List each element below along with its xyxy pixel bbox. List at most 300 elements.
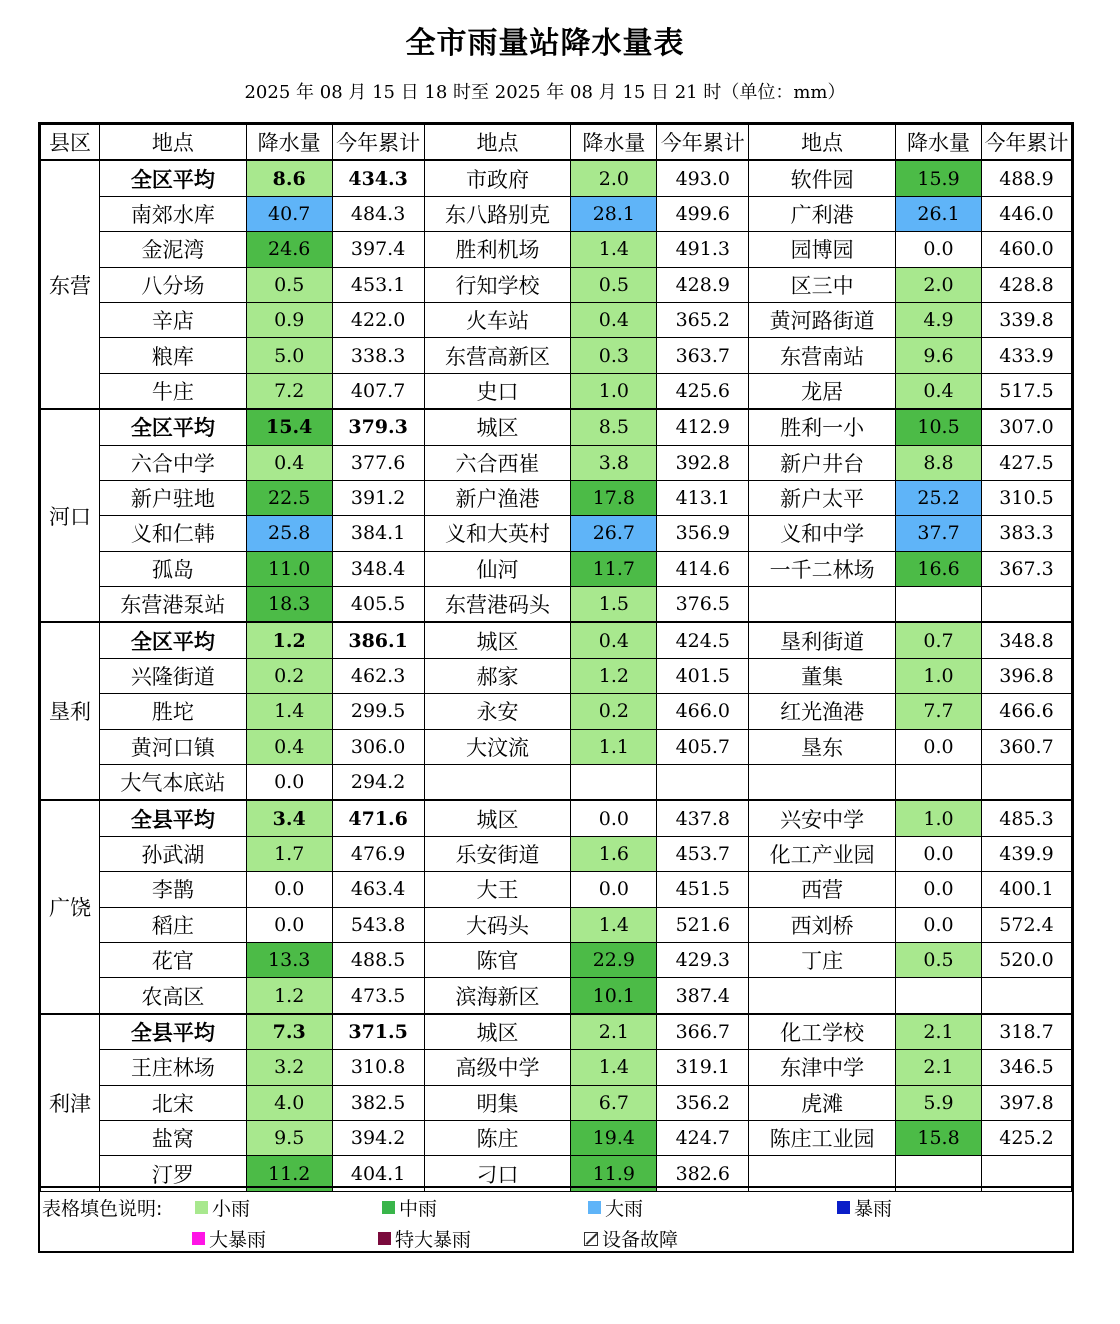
station-name: 一千二林场 bbox=[749, 551, 896, 586]
station-name: 城区 bbox=[424, 409, 571, 445]
station-name: 黄河路街道 bbox=[749, 302, 896, 337]
station-rainfall: 1.4 bbox=[571, 232, 657, 267]
station-ytd-total: 367.3 bbox=[981, 551, 1071, 586]
station-name: 新户太平 bbox=[749, 480, 896, 515]
station-name: 陈庄工业园 bbox=[749, 1120, 896, 1155]
station-name: 黄河口镇 bbox=[99, 729, 246, 764]
swatch-light-rain bbox=[195, 1201, 208, 1214]
station-ytd-total: 397.4 bbox=[332, 232, 424, 267]
station-name: 东营高新区 bbox=[424, 338, 571, 373]
station-name: 兴隆街道 bbox=[99, 658, 246, 693]
station-name: 汀罗 bbox=[99, 1156, 246, 1191]
station-rainfall: 28.1 bbox=[571, 196, 657, 231]
station-rainfall: 7.7 bbox=[896, 694, 982, 729]
station-ytd-total: 346.5 bbox=[981, 1050, 1071, 1085]
station-name: 东营南站 bbox=[749, 338, 896, 373]
station-rainfall: 1.2 bbox=[571, 658, 657, 693]
station-ytd-total bbox=[981, 765, 1071, 801]
rainfall-table-frame bbox=[38, 122, 1074, 1253]
station-name: 滨海新区 bbox=[424, 978, 571, 1014]
station-rainfall: 2.0 bbox=[896, 267, 982, 302]
station-ytd-total: 379.3 bbox=[332, 409, 424, 445]
legend-item-light-rain bbox=[195, 1194, 250, 1221]
station-ytd-total: 386.1 bbox=[332, 622, 424, 658]
station-name: 郝家 bbox=[424, 658, 571, 693]
station-name: 龙居 bbox=[749, 373, 896, 409]
station-ytd-total: 493.0 bbox=[657, 160, 749, 196]
station-name: 西刘桥 bbox=[749, 907, 896, 942]
county-name: 东营 bbox=[41, 160, 100, 409]
station-rainfall: 0.3 bbox=[571, 338, 657, 373]
legend-label: 表格填色说明: bbox=[42, 1198, 163, 1220]
county-name: 河口 bbox=[41, 409, 100, 622]
station-name: 义和仁韩 bbox=[99, 516, 246, 551]
station-rainfall: 0.9 bbox=[246, 302, 332, 337]
station-name: 全县平均 bbox=[99, 800, 246, 836]
station-rainfall: 0.4 bbox=[571, 302, 657, 337]
table-row bbox=[41, 480, 1072, 515]
station-ytd-total: 543.8 bbox=[332, 907, 424, 942]
station-name: 垦东 bbox=[749, 729, 896, 764]
station-ytd-total: 424.5 bbox=[657, 622, 749, 658]
table-row bbox=[41, 267, 1072, 302]
station-ytd-total: 471.6 bbox=[332, 800, 424, 836]
station-rainfall: 17.8 bbox=[571, 480, 657, 515]
station-name: 全区平均 bbox=[99, 409, 246, 445]
legend-item-rainstorm bbox=[837, 1194, 892, 1221]
station-ytd-total: 383.3 bbox=[981, 516, 1071, 551]
station-rainfall: 25.2 bbox=[896, 480, 982, 515]
station-rainfall: 0.2 bbox=[571, 694, 657, 729]
legend-text: 大暴雨 bbox=[209, 1229, 267, 1251]
header-county: 县区 bbox=[41, 125, 100, 161]
station-name: 区三中 bbox=[749, 267, 896, 302]
station-ytd-total: 488.9 bbox=[981, 160, 1071, 196]
station-name: 胜利机场 bbox=[424, 232, 571, 267]
station-rainfall: 15.4 bbox=[246, 409, 332, 445]
table-row bbox=[41, 729, 1072, 764]
station-rainfall: 0.2 bbox=[246, 658, 332, 693]
table-row bbox=[41, 765, 1072, 801]
station-name: 金泥湾 bbox=[99, 232, 246, 267]
station-rainfall: 0.0 bbox=[246, 872, 332, 907]
color-legend bbox=[40, 1186, 1072, 1253]
station-rainfall: 1.0 bbox=[896, 658, 982, 693]
station-name: 全区平均 bbox=[99, 160, 246, 196]
header-location-2: 地点 bbox=[424, 125, 571, 161]
station-ytd-total: 338.3 bbox=[332, 338, 424, 373]
table-row bbox=[41, 978, 1072, 1014]
station-rainfall: 8.5 bbox=[571, 409, 657, 445]
station-name: 仙河 bbox=[424, 551, 571, 586]
station-name: 行知学校 bbox=[424, 267, 571, 302]
table-row bbox=[41, 907, 1072, 942]
station-ytd-total: 466.6 bbox=[981, 694, 1071, 729]
station-rainfall: 18.3 bbox=[246, 587, 332, 623]
station-ytd-total bbox=[981, 978, 1071, 1014]
header-ytd-total-1: 今年累计 bbox=[332, 125, 424, 161]
station-rainfall: 0.5 bbox=[896, 942, 982, 977]
station-rainfall: 1.2 bbox=[246, 978, 332, 1014]
station-ytd-total: 434.3 bbox=[332, 160, 424, 196]
station-name: 陈庄 bbox=[424, 1120, 571, 1155]
station-ytd-total: 392.8 bbox=[657, 445, 749, 480]
table-row bbox=[41, 1050, 1072, 1085]
legend-text: 暴雨 bbox=[854, 1198, 893, 1220]
legend-text: 大雨 bbox=[605, 1198, 644, 1220]
station-name: 乐安街道 bbox=[424, 836, 571, 871]
station-ytd-total: 491.3 bbox=[657, 232, 749, 267]
station-ytd-total bbox=[657, 765, 749, 801]
station-rainfall: 5.0 bbox=[246, 338, 332, 373]
table-row bbox=[41, 160, 1072, 196]
station-name: 大气本底站 bbox=[99, 765, 246, 801]
station-ytd-total: 428.9 bbox=[657, 267, 749, 302]
station-name: 化工学校 bbox=[749, 1014, 896, 1050]
station-name: 盐窝 bbox=[99, 1120, 246, 1155]
station-ytd-total: 396.8 bbox=[981, 658, 1071, 693]
station-rainfall: 10.1 bbox=[571, 978, 657, 1014]
station-name: 明集 bbox=[424, 1085, 571, 1120]
station-rainfall: 11.7 bbox=[571, 551, 657, 586]
header-ytd-total-2: 今年累计 bbox=[657, 125, 749, 161]
station-ytd-total: 371.5 bbox=[332, 1014, 424, 1050]
station-ytd-total: 400.1 bbox=[981, 872, 1071, 907]
station-name: 永安 bbox=[424, 694, 571, 729]
station-name: 义和大英村 bbox=[424, 516, 571, 551]
station-rainfall: 9.5 bbox=[246, 1120, 332, 1155]
station-rainfall: 2.0 bbox=[571, 160, 657, 196]
station-ytd-total: 348.4 bbox=[332, 551, 424, 586]
table-row bbox=[41, 836, 1072, 871]
station-ytd-total: 427.5 bbox=[981, 445, 1071, 480]
station-name: 北宋 bbox=[99, 1085, 246, 1120]
station-rainfall: 2.1 bbox=[896, 1014, 982, 1050]
county-name: 垦利 bbox=[41, 622, 100, 800]
table-row bbox=[41, 551, 1072, 586]
station-rainfall: 26.1 bbox=[896, 196, 982, 231]
station-name: 垦利街道 bbox=[749, 622, 896, 658]
station-name bbox=[749, 587, 896, 623]
table-row bbox=[41, 196, 1072, 231]
station-rainfall: 11.9 bbox=[571, 1156, 657, 1191]
station-ytd-total: 401.5 bbox=[657, 658, 749, 693]
table-row bbox=[41, 658, 1072, 693]
station-name: 新户驻地 bbox=[99, 480, 246, 515]
table-row bbox=[41, 942, 1072, 977]
station-name: 东营港泵站 bbox=[99, 587, 246, 623]
station-rainfall: 9.6 bbox=[896, 338, 982, 373]
legend-item-heavy-rain bbox=[588, 1194, 643, 1221]
station-name: 新户渔港 bbox=[424, 480, 571, 515]
station-ytd-total: 382.6 bbox=[657, 1156, 749, 1191]
table-body bbox=[41, 160, 1072, 1191]
station-name: 西营 bbox=[749, 872, 896, 907]
station-rainfall: 40.7 bbox=[246, 196, 332, 231]
station-name: 城区 bbox=[424, 800, 571, 836]
station-rainfall: 1.2 bbox=[246, 622, 332, 658]
station-rainfall: 22.9 bbox=[571, 942, 657, 977]
station-ytd-total: 572.4 bbox=[981, 907, 1071, 942]
table-row bbox=[41, 587, 1072, 623]
station-ytd-total: 307.0 bbox=[981, 409, 1071, 445]
station-name: 胜利一小 bbox=[749, 409, 896, 445]
station-name: 刁口 bbox=[424, 1156, 571, 1191]
table-row bbox=[41, 409, 1072, 445]
header-rainfall-3: 降水量 bbox=[896, 125, 982, 161]
table-row bbox=[41, 694, 1072, 729]
swatch-rainstorm bbox=[837, 1201, 850, 1214]
station-rainfall: 6.7 bbox=[571, 1085, 657, 1120]
station-name: 广利港 bbox=[749, 196, 896, 231]
station-ytd-total: 460.0 bbox=[981, 232, 1071, 267]
station-rainfall bbox=[896, 978, 982, 1014]
station-rainfall: 2.1 bbox=[896, 1050, 982, 1085]
station-ytd-total: 319.1 bbox=[657, 1050, 749, 1085]
station-name: 大汶流 bbox=[424, 729, 571, 764]
table-row bbox=[41, 1120, 1072, 1155]
station-rainfall: 0.0 bbox=[246, 907, 332, 942]
legend-item-extreme-rainstorm bbox=[378, 1225, 471, 1252]
station-rainfall: 5.9 bbox=[896, 1085, 982, 1120]
header-rainfall-1: 降水量 bbox=[246, 125, 332, 161]
station-ytd-total: 425.6 bbox=[657, 373, 749, 409]
station-rainfall: 13.3 bbox=[246, 942, 332, 977]
station-rainfall: 0.0 bbox=[571, 800, 657, 836]
station-rainfall: 1.7 bbox=[246, 836, 332, 871]
station-rainfall bbox=[571, 765, 657, 801]
station-ytd-total: 394.2 bbox=[332, 1120, 424, 1155]
station-ytd-total: 466.0 bbox=[657, 694, 749, 729]
station-ytd-total: 414.6 bbox=[657, 551, 749, 586]
station-rainfall: 3.4 bbox=[246, 800, 332, 836]
station-name: 史口 bbox=[424, 373, 571, 409]
station-rainfall bbox=[896, 765, 982, 801]
station-name: 丁庄 bbox=[749, 942, 896, 977]
station-name bbox=[424, 765, 571, 801]
station-name: 八分场 bbox=[99, 267, 246, 302]
station-ytd-total: 382.5 bbox=[332, 1085, 424, 1120]
station-ytd-total: 404.1 bbox=[332, 1156, 424, 1191]
station-name: 胜坨 bbox=[99, 694, 246, 729]
station-name: 王庄林场 bbox=[99, 1050, 246, 1085]
station-rainfall: 1.0 bbox=[896, 800, 982, 836]
station-rainfall: 0.4 bbox=[571, 622, 657, 658]
station-rainfall: 0.0 bbox=[896, 836, 982, 871]
station-name: 董集 bbox=[749, 658, 896, 693]
station-rainfall: 15.8 bbox=[896, 1120, 982, 1155]
station-name: 城区 bbox=[424, 622, 571, 658]
station-ytd-total: 521.6 bbox=[657, 907, 749, 942]
equipment-fault-icon bbox=[584, 1232, 598, 1246]
station-rainfall: 37.7 bbox=[896, 516, 982, 551]
station-rainfall: 7.3 bbox=[246, 1014, 332, 1050]
station-rainfall: 7.2 bbox=[246, 373, 332, 409]
station-ytd-total: 376.5 bbox=[657, 587, 749, 623]
station-ytd-total: 384.1 bbox=[332, 516, 424, 551]
station-ytd-total: 422.0 bbox=[332, 302, 424, 337]
station-ytd-total: 499.6 bbox=[657, 196, 749, 231]
station-name: 兴安中学 bbox=[749, 800, 896, 836]
header-ytd-total-3: 今年累计 bbox=[981, 125, 1071, 161]
legend-text: 小雨 bbox=[212, 1198, 251, 1220]
station-ytd-total: 517.5 bbox=[981, 373, 1071, 409]
station-ytd-total: 348.8 bbox=[981, 622, 1071, 658]
station-ytd-total: 339.8 bbox=[981, 302, 1071, 337]
station-ytd-total: 485.3 bbox=[981, 800, 1071, 836]
table-row bbox=[41, 338, 1072, 373]
header-rainfall-2: 降水量 bbox=[571, 125, 657, 161]
station-rainfall: 16.6 bbox=[896, 551, 982, 586]
station-ytd-total: 429.3 bbox=[657, 942, 749, 977]
station-ytd-total: 439.9 bbox=[981, 836, 1071, 871]
station-ytd-total: 488.5 bbox=[332, 942, 424, 977]
station-name: 虎滩 bbox=[749, 1085, 896, 1120]
swatch-moderate-rain bbox=[382, 1201, 395, 1214]
table-row bbox=[41, 373, 1072, 409]
station-rainfall: 8.6 bbox=[246, 160, 332, 196]
station-ytd-total: 360.7 bbox=[981, 729, 1071, 764]
station-name: 东八路别克 bbox=[424, 196, 571, 231]
station-rainfall: 2.1 bbox=[571, 1014, 657, 1050]
legend-text: 特大暴雨 bbox=[395, 1229, 472, 1251]
table-row bbox=[41, 516, 1072, 551]
station-ytd-total: 405.7 bbox=[657, 729, 749, 764]
station-rainfall: 0.4 bbox=[896, 373, 982, 409]
station-name: 大码头 bbox=[424, 907, 571, 942]
table-row bbox=[41, 1085, 1072, 1120]
station-name: 孤岛 bbox=[99, 551, 246, 586]
station-rainfall bbox=[896, 587, 982, 623]
table-row bbox=[41, 232, 1072, 267]
legend-item-heavy-rainstorm bbox=[192, 1225, 266, 1252]
station-ytd-total: 453.1 bbox=[332, 267, 424, 302]
station-name: 全区平均 bbox=[99, 622, 246, 658]
station-name: 高级中学 bbox=[424, 1050, 571, 1085]
station-name: 花官 bbox=[99, 942, 246, 977]
station-rainfall: 0.0 bbox=[571, 872, 657, 907]
station-ytd-total: 463.4 bbox=[332, 872, 424, 907]
station-rainfall: 0.4 bbox=[246, 445, 332, 480]
station-rainfall: 8.8 bbox=[896, 445, 982, 480]
table-row bbox=[41, 1014, 1072, 1050]
station-rainfall: 0.0 bbox=[896, 872, 982, 907]
station-name: 六合中学 bbox=[99, 445, 246, 480]
station-name: 城区 bbox=[424, 1014, 571, 1050]
station-ytd-total: 453.7 bbox=[657, 836, 749, 871]
station-name: 孙武湖 bbox=[99, 836, 246, 871]
station-ytd-total: 397.8 bbox=[981, 1085, 1071, 1120]
station-ytd-total: 377.6 bbox=[332, 445, 424, 480]
station-rainfall: 1.6 bbox=[571, 836, 657, 871]
station-name: 粮库 bbox=[99, 338, 246, 373]
header-location-1: 地点 bbox=[99, 125, 246, 161]
station-ytd-total: 437.8 bbox=[657, 800, 749, 836]
station-ytd-total: 433.9 bbox=[981, 338, 1071, 373]
station-rainfall: 0.7 bbox=[896, 622, 982, 658]
table-row bbox=[41, 622, 1072, 658]
station-name bbox=[749, 978, 896, 1014]
header-location-3: 地点 bbox=[749, 125, 896, 161]
station-rainfall: 1.0 bbox=[571, 373, 657, 409]
station-rainfall: 0.0 bbox=[896, 907, 982, 942]
legend-text: 中雨 bbox=[399, 1198, 438, 1220]
station-ytd-total: 405.5 bbox=[332, 587, 424, 623]
station-ytd-total: 425.2 bbox=[981, 1120, 1071, 1155]
table-row bbox=[41, 872, 1072, 907]
station-name: 李鹊 bbox=[99, 872, 246, 907]
time-range-subtitle: 2025 年 08 月 15 日 18 时至 2025 年 08 月 15 日 21 时（单位：mm） bbox=[244, 82, 846, 103]
station-rainfall: 11.0 bbox=[246, 551, 332, 586]
station-ytd-total: 306.0 bbox=[332, 729, 424, 764]
county-name: 广饶 bbox=[41, 800, 100, 1013]
station-ytd-total: 299.5 bbox=[332, 694, 424, 729]
station-rainfall: 1.4 bbox=[571, 907, 657, 942]
station-ytd-total: 407.7 bbox=[332, 373, 424, 409]
station-ytd-total: 294.2 bbox=[332, 765, 424, 801]
station-rainfall: 1.4 bbox=[246, 694, 332, 729]
station-name: 火车站 bbox=[424, 302, 571, 337]
station-rainfall: 1.4 bbox=[571, 1050, 657, 1085]
station-name: 新户井台 bbox=[749, 445, 896, 480]
station-name: 辛店 bbox=[99, 302, 246, 337]
legend-text: 设备故障 bbox=[602, 1229, 679, 1251]
station-name: 大王 bbox=[424, 872, 571, 907]
county-name: 利津 bbox=[41, 1014, 100, 1191]
station-name: 市政府 bbox=[424, 160, 571, 196]
station-name: 义和中学 bbox=[749, 516, 896, 551]
station-rainfall: 0.0 bbox=[896, 232, 982, 267]
station-rainfall: 4.9 bbox=[896, 302, 982, 337]
station-ytd-total: 484.3 bbox=[332, 196, 424, 231]
legend-item-moderate-rain bbox=[382, 1194, 437, 1221]
station-ytd-total: 356.2 bbox=[657, 1085, 749, 1120]
station-ytd-total: 318.7 bbox=[981, 1014, 1071, 1050]
swatch-heavy-rainstorm bbox=[192, 1232, 205, 1245]
station-rainfall: 26.7 bbox=[571, 516, 657, 551]
station-ytd-total: 413.1 bbox=[657, 480, 749, 515]
station-rainfall: 4.0 bbox=[246, 1085, 332, 1120]
table-row bbox=[41, 302, 1072, 337]
station-ytd-total: 473.5 bbox=[332, 978, 424, 1014]
table-row bbox=[41, 445, 1072, 480]
station-ytd-total bbox=[981, 587, 1071, 623]
station-name: 稻庄 bbox=[99, 907, 246, 942]
station-rainfall: 3.2 bbox=[246, 1050, 332, 1085]
station-name: 东津中学 bbox=[749, 1050, 896, 1085]
station-ytd-total: 476.9 bbox=[332, 836, 424, 871]
station-ytd-total: 462.3 bbox=[332, 658, 424, 693]
station-rainfall: 10.5 bbox=[896, 409, 982, 445]
station-rainfall: 25.8 bbox=[246, 516, 332, 551]
station-rainfall: 15.9 bbox=[896, 160, 982, 196]
station-ytd-total: 391.2 bbox=[332, 480, 424, 515]
station-ytd-total: 310.5 bbox=[981, 480, 1071, 515]
page-title: 全市雨量站降水量表 bbox=[405, 26, 685, 61]
swatch-extreme-rainstorm bbox=[378, 1232, 391, 1245]
station-name: 南郊水库 bbox=[99, 196, 246, 231]
swatch-heavy-rain bbox=[588, 1201, 601, 1214]
station-rainfall: 0.0 bbox=[246, 765, 332, 801]
station-ytd-total: 520.0 bbox=[981, 942, 1071, 977]
station-rainfall: 3.8 bbox=[571, 445, 657, 480]
station-rainfall: 0.0 bbox=[896, 729, 982, 764]
station-rainfall: 22.5 bbox=[246, 480, 332, 515]
station-name: 陈官 bbox=[424, 942, 571, 977]
legend-item-equipment-fault bbox=[584, 1225, 678, 1252]
station-rainfall: 0.4 bbox=[246, 729, 332, 764]
station-rainfall: 19.4 bbox=[571, 1120, 657, 1155]
